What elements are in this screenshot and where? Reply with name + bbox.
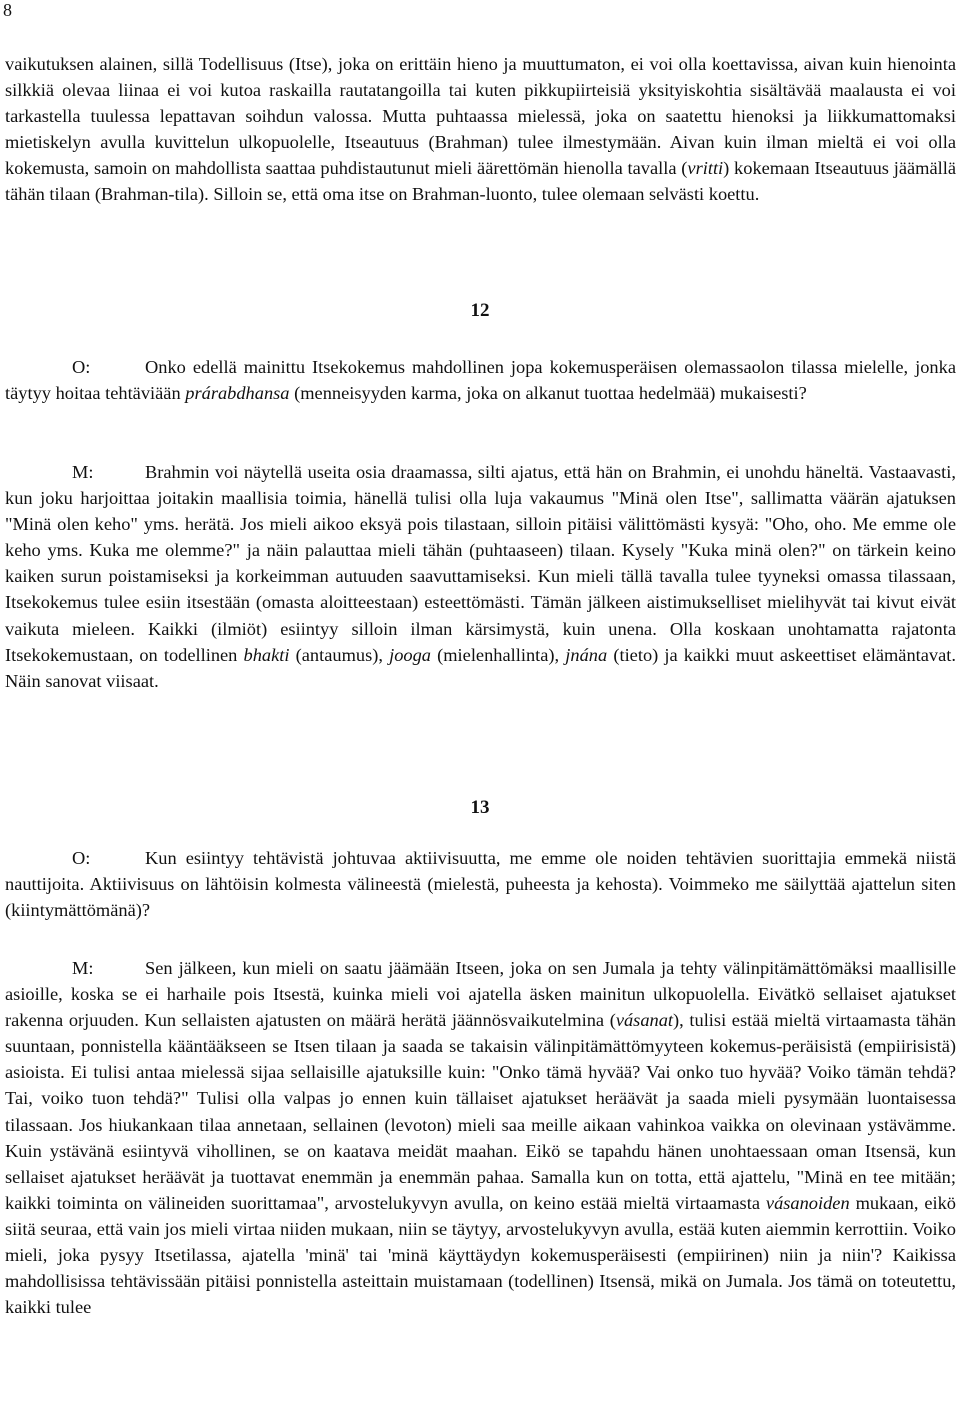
intro-text-2: ) kokemaan Itseautuus jäämällä tähän tilaan (Brahman-tila). Silloin se, että oma itse on Brahman-luonto, tulee olemaan selvästi koettu.	[5, 158, 956, 205]
answer-12-term-jnana: jnána	[565, 644, 608, 665]
answer-12-text-3: (mielenhallinta),	[430, 644, 566, 665]
question-12-text-2: (menneisyyden karma, joka on alkanut tuottaa hedelmää) mukaisesti?	[289, 383, 807, 404]
answer-speaker: M:	[72, 958, 94, 978]
answer-13-text-1: Sen jälkeen, kun mieli on saatu jäämään Itseen, joka on sen Jumala ja tehty välinpitämättömäksi maallisille asioille, koska se ei harhaile pois Itsestä, kuinka mieli voi ajatella äsken mainitun ulkopuolella. Eivätkö sellaiset ajatukset rakenna orjuuden. Kun sellaisten ajatusten on määrä herätä jäännösvaikutelmina (	[5, 958, 956, 1031]
question-12	[5, 354, 956, 406]
page-number: 8	[3, 0, 12, 20]
answer-13-term-vasanoiden: vásanoiden	[765, 1192, 850, 1213]
answer-13-text-2: ), tulisi estää mieltä virtaamasta tähän suuntaan, ponnistella kääntääkseen se Itsen tilaan ja saada se takaisin välinpitämättömyyteen kokemus-peräisistä (empiirisistä) asioista. Ei tulisi antaa mielessä sijaa sellaisille ajatuksille kuin: "Onko tämä hyvää? Vai onko tuo hyvää? Voiko tämän tehdä? Tai, voiko tuon tehdä?" Tulisi olla valpas jo ennen kuin tällaiset ajatukset heräävät ja saada mieli pysymään luontaisessa tilassaan. Jos hiukankaan tilaa annetaan, sellainen (levoton) mieli saa meille aikaan vahinkoa vaikka on olevinaan ystävämme. Kuin ystävänä esiintyvä vihollinen, se on kaatava meidät maahan. Eikö se tapahdu hänen unohtaessaan oman Itsensä, kun sellaiset ajatukset heräävät ja tuottavat enemmän ja enemmän pahaa. Samalla kun on totta, että ajattelu, "Minä en tee mitään; kaikki toiminta on välineiden suorittamaa", arvostelukyvyn avulla, on keino estää mieltä virtaamasta	[5, 1010, 956, 1213]
question-speaker: O:	[72, 848, 91, 868]
question-13	[5, 845, 956, 923]
answer-12-text-1: Brahmin voi näytellä useita osia draamassa, silti ajatus, että hän on Brahmin, ei unohdu häneltä. Vastaavasti, kun joku harjoittaa joitakin maallisia toimia, hänellä tulisi olla luja vakaumus "Minä olen Itse", sallimatta väärän ajatuksen "Minä olen keho" yms. herätä. Jos mieli aikoo eksyä pois tilastaan, silloin pitäisi välittömästi kysyä: "Oho, oho. Me emme ole keho yms. Kuka me olemme?" ja näin palauttaa mieli tähän (puhtaaseen) tilaan. Kysely "Kuka minä olen?" on tärkein keino kaiken surun poistamiseksi ja korkeimman autuuden saavuttamiseksi. Kun mieli tällä tavalla tulee tyyneksi omassa tilassaan, Itsekokemus tulee esiin itsestään (omasta aloitteestaan) esteettömästi. Tämän jälkeen aistimukselliset mielihyvät tai kivut eivät vaikuta mieleen. Kaikki (ilmiöt) esiintyy silloin ilman kärsimystä, kuin unena. Olla koskaan unohtamatta rajatonta Itsekokemustaan, on todellinen	[5, 462, 956, 665]
answer-13	[5, 955, 956, 1320]
intro-text-1: vaikutuksen alainen, sillä Todellisuus (Itse), joka on erittäin hieno ja muuttumaton, ei voi olla koettavissa, aivan kuin hienointa silkkiä olevaa liinaa ei voi kutoa raskailla rautatangoilla tai kuten pikkupiirteisiä yksityiskohtia sisältävää maalausta ei voi tarkastella tuulessa lepattavan soihdun valossa. Mutta puhtaassa mielessä, joka on saatettu hienoksi ja liikkumattomaksi mietiskelyn avulla kuvittelun ulkopuolelle, Itseautuus (Brahman) tulee ilmestymään. Aivan kuin ilman mieltä ei voi olla kokemusta, samoin on mahdollista saattaa puhdistautunut mieli äärettömän hienolla tavalla (	[5, 54, 956, 179]
intro-paragraph	[5, 51, 956, 208]
answer-12	[5, 459, 956, 694]
answer-12-term-bhakti: bhakti	[243, 644, 290, 665]
answer-12-term-jooga: jooga	[389, 644, 431, 665]
question-12-term: prárabdhansa	[185, 383, 290, 404]
intro-term-vritti: vritti	[687, 158, 724, 179]
question-speaker: O:	[72, 357, 91, 377]
answer-13-term-vasanat: vásanat	[615, 1010, 674, 1031]
section-number-12: 12	[470, 300, 490, 321]
answer-12-text-2: (antaumus),	[289, 644, 390, 665]
section-number-13: 13	[470, 797, 490, 818]
answer-12-text-4: (tieto) ja kaikki muut askeettiset elämäntavat. Näin sanovat viisaat.	[5, 644, 956, 691]
question-12-text-1: Onko edellä mainittu Itsekokemus mahdollinen jopa kokemusperäisen olemassaolon tilassa mielelle, jonka täytyy hoitaa tehtäviään	[5, 357, 956, 404]
answer-speaker: M:	[72, 462, 94, 482]
answer-13-text-3: mukaan, eikö siitä seuraa, että vain jos mieli virtaa niiden mukaan, niin se täytyy, arvostelukyvyn avulla, estää kuten aiemmin kerrottiin. Voiko mieli, joka pysyy Itsetilassa, ajatella 'minä' tai 'minä käyttäydyn kokemusperäisesti (empiirinen) niin ja niin'? Kaikissa mahdollisissa tehtävissään pitäisi ponnistella asteittain muistamaan (todellinen) Itsensä, mikä on Jumala. Jos tämä on toteutettu, kaikki tulee	[5, 1192, 956, 1318]
question-13-text: Kun esiintyy tehtävistä johtuvaa aktiivisuutta, me emme ole noiden tehtävien suorittajia emmekä niistä nauttijoita. Aktiivisuus on lähtöisin kolmesta välineestä (mielestä, puheesta ja kehosta). Voimmeko me säilyttää ajattelun siten (kiintymättömänä)?	[5, 848, 956, 921]
